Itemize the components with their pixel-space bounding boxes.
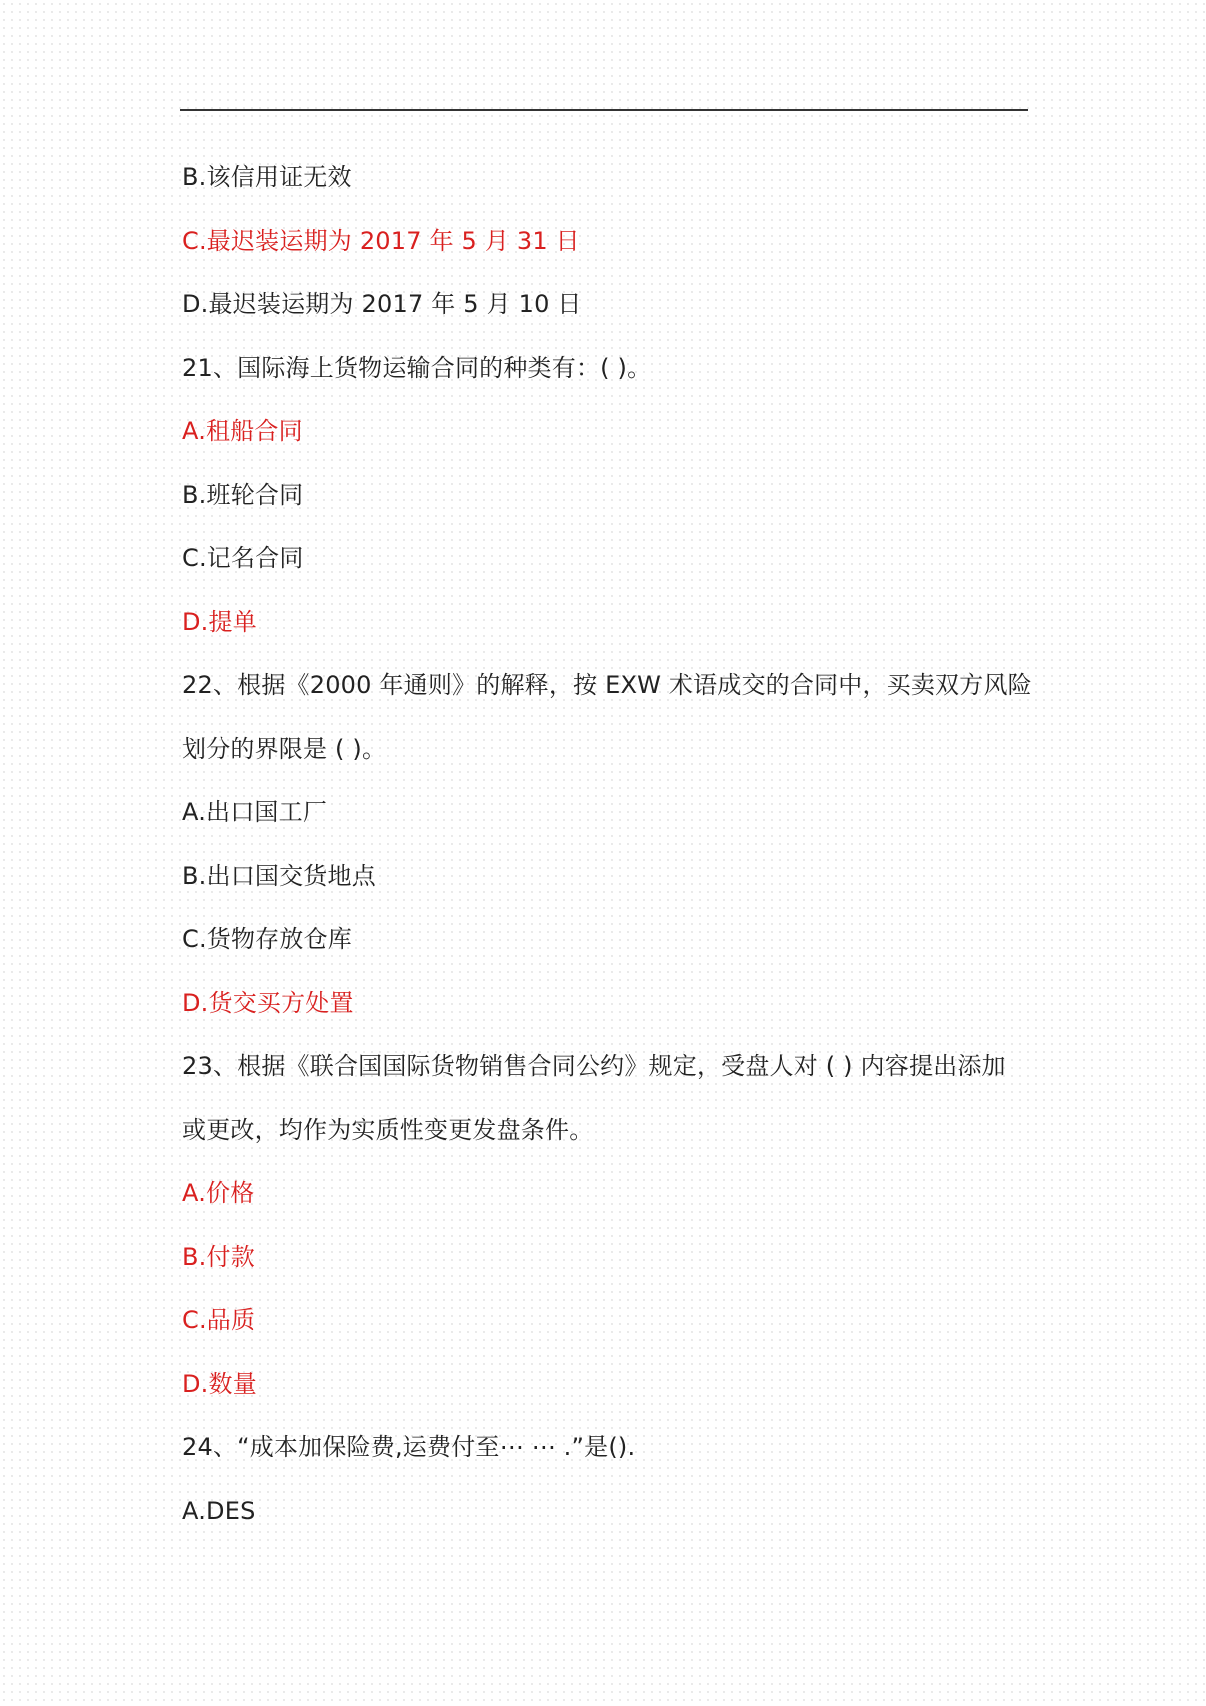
option-line: D.最迟装运期为 2017 年 5 月 10 日 bbox=[182, 290, 582, 318]
answer-option-line: D.货交买方处置 bbox=[182, 988, 354, 1017]
answer-option-line: D.数量 bbox=[182, 1369, 257, 1398]
question-24: 24、“成本加保险费,运费付至⋯ ⋯ .”是(). bbox=[182, 1433, 636, 1461]
question-text-block bbox=[182, 151, 1032, 1548]
question-23: 23、根据《联合国国际货物销售合同公约》规定，受盘人对 ( ) 内容提出添加 bbox=[182, 1052, 1006, 1080]
option-line: A.DES bbox=[182, 1496, 256, 1525]
answer-option-line: C.最迟装运期为 2017 年 5 月 31 日 bbox=[182, 226, 580, 255]
option-line: C.货物存放仓库 bbox=[182, 925, 352, 953]
option-line: C.记名合同 bbox=[182, 544, 304, 572]
option-line: B.出口国交货地点 bbox=[182, 861, 376, 890]
answer-option-line: D.提单 bbox=[182, 607, 257, 636]
question-22-continued: 划分的界限是 ( )。 bbox=[182, 734, 387, 763]
header-rule bbox=[180, 109, 1028, 111]
option-line: A.出口国工厂 bbox=[182, 798, 328, 826]
option-line: B.该信用证无效 bbox=[182, 163, 352, 191]
question-23-continued: 或更改，均作为实质性变更发盘条件。 bbox=[182, 1115, 594, 1144]
answer-option-line: B.付款 bbox=[182, 1242, 255, 1271]
answer-option-line: A.价格 bbox=[182, 1179, 255, 1207]
option-line: B.班轮合同 bbox=[182, 480, 304, 509]
answer-option-line: C.品质 bbox=[182, 1306, 256, 1334]
question-22: 22、根据《2000 年通则》的解释，按 EXW 术语成交的合同中，买卖双方风险 bbox=[182, 671, 1032, 699]
answer-option-line: A.租船合同 bbox=[182, 417, 303, 445]
question-21: 21、国际海上货物运输合同的种类有：( )。 bbox=[182, 353, 652, 382]
